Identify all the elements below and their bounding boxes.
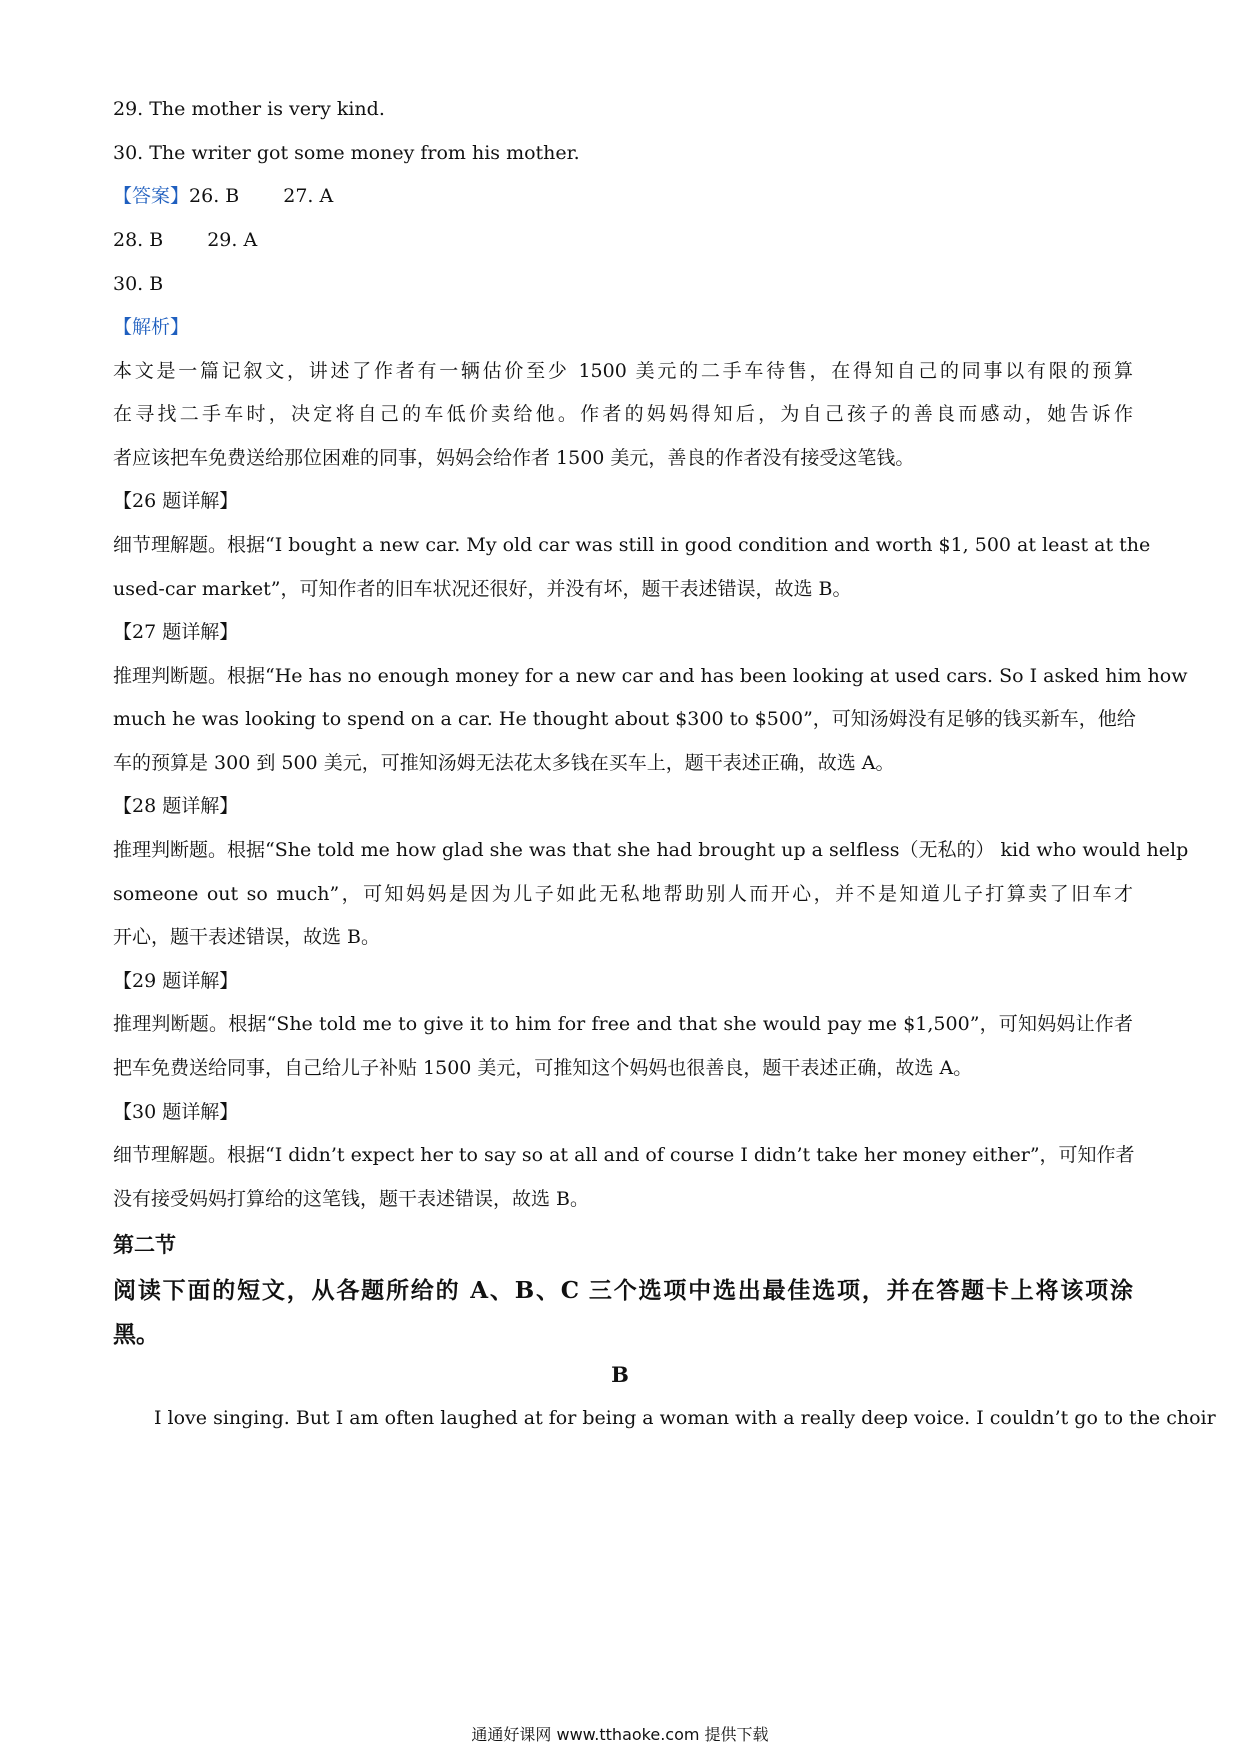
answer-row-1 (113, 183, 1133, 209)
analysis-line: 者应该把车免费送给那位困难的同事，妈妈会给作者 1500 美元，善良的作者没有接受这笔钱。 (113, 447, 915, 469)
detail-line: 推理判断题。根据“He has no enough money for a new car and has been looking at used cars. So I asked him how (113, 665, 1188, 687)
detail-line: 开心，题干表述错误，故选 B。 (113, 926, 381, 948)
section-instruction: 阅读下面的短文，从各题所给的 A、B、C 三个选项中选出最佳选项，并在答题卡上将该项涂 (113, 1277, 1133, 1304)
detail-line: 把车免费送给同事，自己给儿子补贴 1500 美元，可推知这个妈妈也很善良，题干表述正确，故选 A。 (113, 1057, 973, 1079)
detail-line: someone out so much”，可知妈妈是因为儿子如此无私地帮助别人而开心，并不是知道儿子打算卖了旧车才 (113, 883, 1133, 905)
detail-line: 没有接受妈妈打算给的这笔钱，题干表述错误，故选 B。 (113, 1188, 590, 1210)
answer-30: 30. B (113, 273, 164, 295)
detail-line: 细节理解题。根据“I didn’t expect her to say so at all and of course I didn’t take her money either”，可知作者 (113, 1144, 1135, 1166)
detail-heading-28: 【28 题详解】 (113, 795, 239, 817)
detail-line: 推理判断题。根据“She told me to give it to him for free and that she would pay me $1,500”，可知妈妈让作者 (113, 1013, 1133, 1035)
footer-watermark: 通通好课网 www.tthaoke.com 提供下载 (471, 1725, 769, 1744)
passage-letter: B (611, 1362, 629, 1387)
section-title: 第二节 (113, 1232, 176, 1257)
section-instruction: 黑。 (113, 1321, 159, 1348)
item-30: 30. The writer got some money from his mother. (113, 142, 580, 164)
analysis-line: 本文是一篇记叙文，讲述了作者有一辆估价至少 1500 美元的二手车待售，在得知自己的同事以有限的预算 (113, 360, 1133, 382)
detail-line: much he was looking to spend on a car. He thought about $300 to $500”，可知汤姆没有足够的钱买新车，他给 (113, 708, 1136, 730)
answer-27: 27. A (283, 185, 334, 207)
detail-heading-30: 【30 题详解】 (113, 1101, 239, 1123)
detail-line: 细节理解题。根据“I bought a new car. My old car was still in good condition and worth $1, 500 at least at the (113, 534, 1151, 556)
answer-label: 【答案】 (113, 185, 190, 207)
detail-line: 车的预算是 300 到 500 美元，可推知汤姆无法花太多钱在买车上，题干表述正确，故选 A。 (113, 752, 895, 774)
analysis-label: 【解析】 (113, 316, 190, 338)
analysis-line: 在寻找二手车时，决定将自己的车低价卖给他。作者的妈妈得知后，为自己孩子的善良而感动，她告诉作 (113, 403, 1133, 425)
answer-29: 29. A (207, 229, 258, 251)
answer-26: 26. B (189, 185, 240, 207)
answer-row-2 (113, 227, 1133, 253)
detail-line: used-car market”，可知作者的旧车状况还很好，并没有坏，题干表述错误，故选 B。 (113, 578, 852, 600)
passage-first-line: I love singing. But I am often laughed at for being a woman with a really deep voice. I couldn’t go to the choir (154, 1407, 1216, 1429)
detail-heading-29: 【29 题详解】 (113, 970, 239, 992)
detail-line: 推理判断题。根据“She told me how glad she was that she had brought up a selfless（无私的） kid who would help (113, 839, 1189, 861)
answer-28: 28. B (113, 229, 164, 251)
detail-heading-27: 【27 题详解】 (113, 621, 239, 643)
item-29: 29. The mother is very kind. (113, 98, 385, 120)
detail-heading-26: 【26 题详解】 (113, 490, 239, 512)
